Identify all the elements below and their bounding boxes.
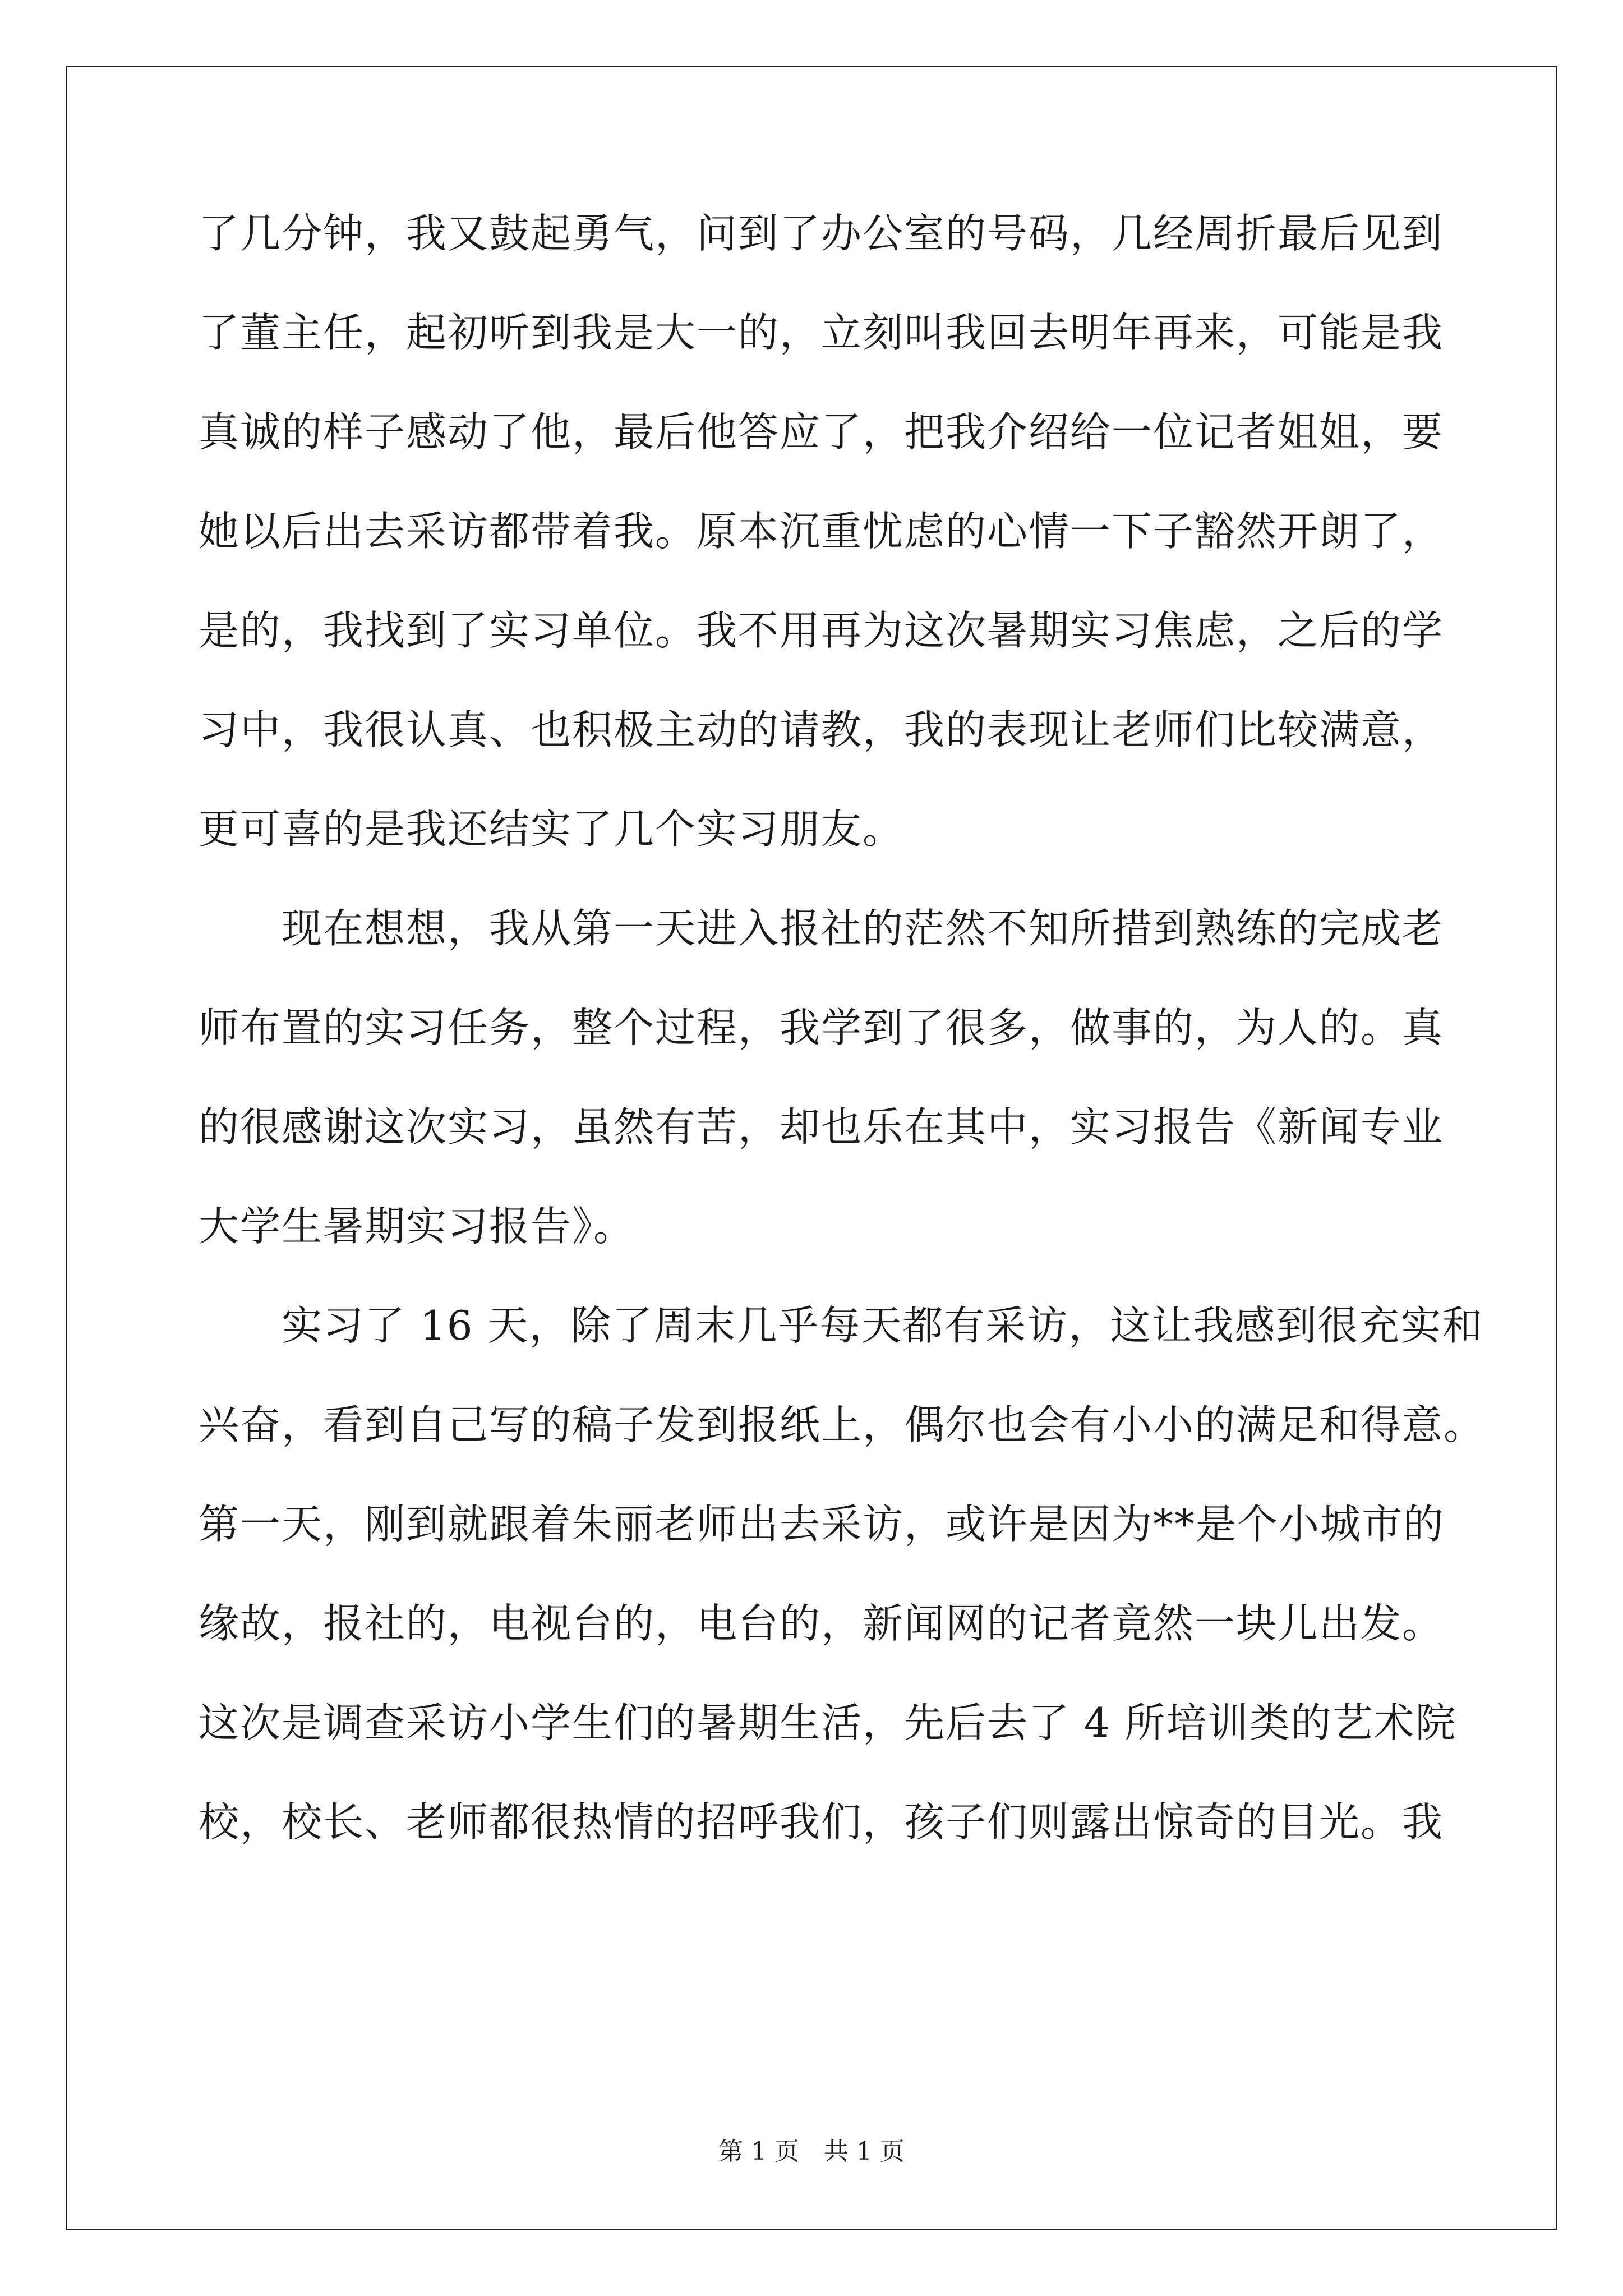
text-line: 第一天，刚到就跟着朱丽老师出去采访，或许是因为**是个小城市的 xyxy=(199,1501,1445,1548)
page-number-footer: 第 1 页 共 1 页 xyxy=(718,2137,905,2166)
text-line: 更可喜的是我还结实了几个实习朋友。 xyxy=(199,806,905,853)
text-line: 校，校长、老师都很热情的招呼我们，孩子们则露出惊奇的目光。我 xyxy=(199,1798,1444,1846)
text-line: 大学生暑期实习报告》。 xyxy=(199,1203,635,1250)
text-line: 是的，我找到了实习单位。我不用再为这次暑期实习焦虑，之后的学 xyxy=(199,607,1444,654)
text-line: 兴奋，看到自己写的稿子发到报纸上，偶尔也会有小小的满足和得意。 xyxy=(199,1401,1486,1448)
text-line: 她以后出去采访都带着我。原本沉重忧虑的心情一下子豁然开朗了， xyxy=(199,508,1444,555)
text-line: 真诚的样子感动了他，最后他答应了，把我介绍给一位记者姐姐，要 xyxy=(199,408,1444,455)
text-line: 实习了 16 天，除了周末几乎每天都有采访，这让我感到很充实和 xyxy=(199,1302,1484,1349)
text-line: 师布置的实习任务，整个过程，我学到了很多，做事的，为人的。真 xyxy=(199,1004,1444,1051)
text-line: 这次是调查采访小学生们的暑期生活，先后去了 4 所培训类的艺术院 xyxy=(199,1699,1457,1746)
text-line: 的很感谢这次实习，虽然有苦，却也乐在其中，实习报告《新闻专业 xyxy=(199,1103,1444,1151)
text-line: 了几分钟，我又鼓起勇气，问到了办公室的号码，几经周折最后见到 xyxy=(199,210,1444,257)
text-line: 现在想想，我从第一天进入报社的茫然不知所措到熟练的完成老 xyxy=(199,905,1444,952)
text-line: 了董主任，起初听到我是大一的，立刻叫我回去明年再来，可能是我 xyxy=(199,309,1444,356)
text-line: 习中，我很认真、也积极主动的请教，我的表现让老师们比较满意， xyxy=(199,706,1444,753)
text-line: 缘故，报社的，电视台的，电台的，新闻网的记者竟然一块儿出发。 xyxy=(199,1600,1444,1647)
document-body xyxy=(199,210,1486,1901)
